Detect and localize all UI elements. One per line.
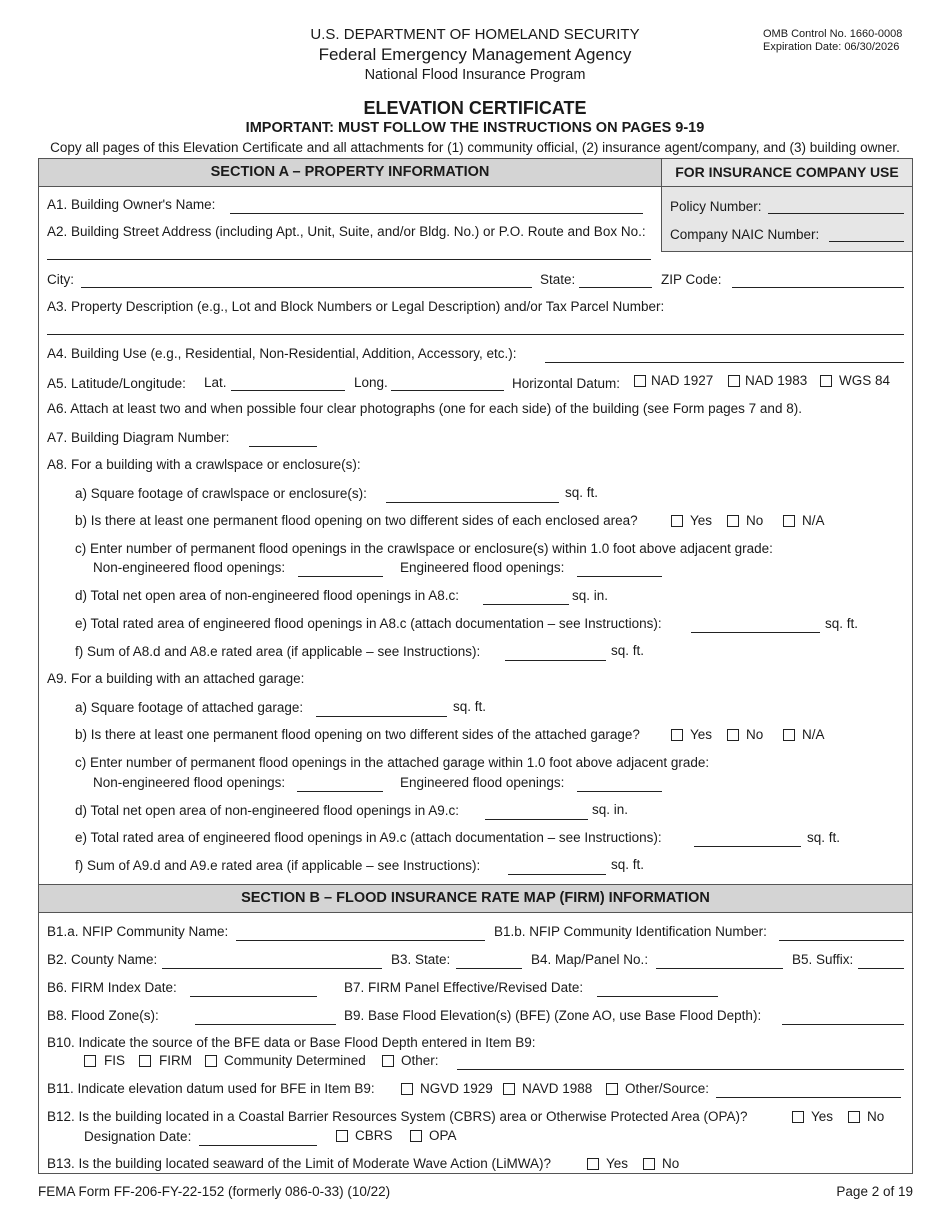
owner-name-field[interactable] [230, 213, 643, 214]
b13-label: B13. Is the building located seaward of the Limit of Moderate Wave Action (LiMWA)? [47, 1156, 551, 1171]
a8b-no-checkbox[interactable] [727, 515, 739, 527]
zip-field[interactable] [732, 287, 904, 288]
b3-label: B3. State: [391, 952, 451, 967]
expiration-date: Expiration Date: 06/30/2026 [763, 41, 900, 53]
flood-zone-field[interactable] [195, 1024, 336, 1025]
naic-number-label: Company NAIC Number: [670, 227, 820, 242]
suffix-field[interactable] [858, 968, 904, 969]
fis-checkbox[interactable] [84, 1055, 96, 1067]
b11-label: B11. Indicate elevation datum used for BFE in Item B9: [47, 1081, 375, 1096]
a9e-label: e) Total rated area of engineered flood openings in A9.c (attach documentation – see Instructions): [75, 830, 662, 845]
a9b-yes-checkbox[interactable] [671, 729, 683, 741]
a9b-no-label: No [746, 727, 764, 742]
naic-number-field[interactable] [829, 241, 904, 242]
a8b-no-label: No [746, 513, 764, 528]
community-determined-label: Community Determined [224, 1053, 366, 1068]
a9f-label: f) Sum of A9.d and A9.e rated area (if applicable – see Instructions): [75, 858, 481, 873]
latitude-field[interactable] [231, 390, 345, 391]
a8b-na-checkbox[interactable] [783, 515, 795, 527]
program-name: National Flood Insurance Program [364, 67, 586, 83]
a8c-non-engineered-label: Non-engineered flood openings: [93, 560, 286, 575]
a9b-na-label: N/A [802, 727, 825, 742]
b6-label: B6. FIRM Index Date: [47, 980, 177, 995]
b12-yes-checkbox[interactable] [792, 1111, 804, 1123]
a8b-label: b) Is there at least one permanent flood opening on two different sides of each enclosed area? [75, 513, 638, 528]
b1b-label: B1.b. NFIP Community Identification Number: [494, 924, 767, 939]
city-field[interactable] [81, 287, 532, 288]
a8e-label: e) Total rated area of engineered flood openings in A8.c (attach documentation – see Instructions): [75, 616, 662, 631]
other-source-field[interactable] [716, 1097, 901, 1098]
a9f-unit: sq. ft. [611, 857, 645, 872]
b4-label: B4. Map/Panel No.: [531, 952, 649, 967]
a9a-field[interactable] [316, 716, 447, 717]
page-number: Page 2 of 19 [836, 1184, 913, 1199]
county-name-field[interactable] [162, 968, 382, 969]
b10-label: B10. Indicate the source of the BFE data or Base Flood Depth entered in Item B9: [47, 1035, 536, 1050]
b7-label: B7. FIRM Panel Effective/Revised Date: [344, 980, 584, 995]
b12-no-label: No [867, 1109, 885, 1124]
nad1983-checkbox[interactable] [728, 375, 740, 387]
a9c-engineered-field[interactable] [577, 791, 662, 792]
diagram-number-field[interactable] [249, 446, 317, 447]
ngvd-checkbox[interactable] [401, 1083, 413, 1095]
a8c-engineered-field[interactable] [577, 576, 662, 577]
designation-date-field[interactable] [199, 1145, 317, 1146]
a1-label: A1. Building Owner's Name: [47, 197, 216, 212]
a9c-non-engineered-label: Non-engineered flood openings: [93, 775, 286, 790]
a9e-field[interactable] [694, 846, 801, 847]
a8c-label: c) Enter number of permanent flood openings in the crawlspace or enclosure(s) within 1.0 foot above adjacent grade: [75, 541, 773, 556]
nad1927-checkbox[interactable] [634, 375, 646, 387]
dept-name: U.S. DEPARTMENT OF HOMELAND SECURITY [310, 26, 640, 43]
a8b-yes-label: Yes [690, 513, 713, 528]
a8d-label: d) Total net open area of non-engineered flood openings in A8.c: [75, 588, 460, 603]
a4-label: A4. Building Use (e.g., Residential, Non-Residential, Addition, Accessory, etc.): [47, 346, 517, 361]
a8a-unit: sq. ft. [565, 485, 599, 500]
b12-no-checkbox[interactable] [848, 1111, 860, 1123]
b13-no-checkbox[interactable] [643, 1158, 655, 1170]
navd-label: NAVD 1988 [522, 1081, 593, 1096]
policy-number-field[interactable] [768, 213, 904, 214]
a9b-no-checkbox[interactable] [727, 729, 739, 741]
a9a-label: a) Square footage of attached garage: [75, 700, 304, 715]
opa-label: OPA [429, 1128, 457, 1143]
b12-yes-label: Yes [811, 1109, 834, 1124]
a8e-field[interactable] [691, 632, 820, 633]
firm-label: FIRM [159, 1053, 192, 1068]
a9c-engineered-label: Engineered flood openings: [400, 775, 565, 790]
city-label: City: [47, 272, 74, 287]
b5-label: B5. Suffix: [792, 952, 854, 967]
a8b-yes-checkbox[interactable] [671, 515, 683, 527]
a8d-field[interactable] [483, 604, 569, 605]
map-panel-field[interactable] [656, 968, 783, 969]
a7-label: A7. Building Diagram Number: [47, 430, 230, 445]
a8b-na-label: N/A [802, 513, 825, 528]
copy-note: Copy all pages of this Elevation Certificate and all attachments for (1) community official, (2) insurance agent/company, and (3) building owner. [50, 140, 900, 155]
fis-label: FIS [104, 1053, 126, 1068]
a9a-unit: sq. ft. [453, 699, 487, 714]
b3-state-field[interactable] [456, 968, 522, 969]
firm-panel-date-field[interactable] [597, 996, 718, 997]
cbrs-checkbox[interactable] [336, 1130, 348, 1142]
section-a-header: SECTION A – PROPERTY INFORMATION [39, 159, 661, 187]
a9-label: A9. For a building with an attached garage: [47, 671, 305, 686]
wgs84-label: WGS 84 [839, 373, 891, 388]
horizontal-datum-label: Horizontal Datum: [512, 376, 621, 391]
nad1927-label: NAD 1927 [651, 373, 714, 388]
navd-checkbox[interactable] [503, 1083, 515, 1095]
opa-checkbox[interactable] [410, 1130, 422, 1142]
a8f-label: f) Sum of A8.d and A8.e rated area (if applicable – see Instructions): [75, 644, 481, 659]
a8e-unit: sq. ft. [825, 616, 859, 631]
a8a-label: a) Square footage of crawlspace or enclosure(s): [75, 486, 367, 501]
a8f-unit: sq. ft. [611, 643, 645, 658]
long-label: Long. [354, 375, 388, 390]
agency-name: Federal Emergency Management Agency [318, 45, 632, 64]
b9-label: B9. Base Flood Elevation(s) (BFE) (Zone AO, use Base Flood Depth): [344, 1008, 762, 1023]
a9e-unit: sq. ft. [807, 830, 841, 845]
b8-label: B8. Flood Zone(s): [47, 1008, 159, 1023]
b12-label: B12. Is the building located in a Coastal Barrier Resources System (CBRS) area or Otherwise Protected Area (OPA)? [47, 1109, 748, 1124]
a9d-field[interactable] [485, 819, 588, 820]
a8f-field[interactable] [505, 660, 606, 661]
street-address-field[interactable] [47, 259, 651, 260]
a9f-field[interactable] [508, 874, 606, 875]
zip-label: ZIP Code: [661, 272, 722, 287]
omb-control: OMB Control No. 1660-0008 [763, 28, 903, 40]
bfe-field[interactable] [782, 1024, 904, 1025]
a9c-non-engineered-field[interactable] [297, 791, 383, 792]
form-title: ELEVATION CERTIFICATE [363, 98, 587, 118]
insurance-use-header: FOR INSURANCE COMPANY USE [662, 159, 912, 187]
ngvd-label: NGVD 1929 [420, 1081, 493, 1096]
a3-label: A3. Property Description (e.g., Lot and Block Numbers or Legal Description) and/or Tax Parcel Number: [47, 299, 665, 314]
wgs84-checkbox[interactable] [820, 375, 832, 387]
b13-yes-checkbox[interactable] [587, 1158, 599, 1170]
firm-index-date-field[interactable] [190, 996, 317, 997]
b2-label: B2. County Name: [47, 952, 158, 967]
a8c-non-engineered-field[interactable] [298, 576, 383, 577]
b13-no-label: No [662, 1156, 680, 1171]
a9b-yes-label: Yes [690, 727, 713, 742]
important-note: IMPORTANT: MUST FOLLOW THE INSTRUCTIONS ON PAGES 9-19 [245, 120, 705, 136]
a8c-engineered-label: Engineered flood openings: [400, 560, 565, 575]
firm-checkbox[interactable] [139, 1055, 151, 1067]
community-determined-checkbox[interactable] [205, 1055, 217, 1067]
designation-date-label: Designation Date: [84, 1129, 192, 1144]
state-label: State: [540, 272, 576, 287]
a2-label: A2. Building Street Address (including Apt., Unit, Suite, and/or Bldg. No.) or P.O. Route and Box No.: [47, 224, 646, 239]
property-description-field[interactable] [47, 334, 904, 335]
nad1983-label: NAD 1983 [745, 373, 808, 388]
a8-label: A8. For a building with a crawlspace or enclosure(s): [47, 457, 361, 472]
a8d-unit: sq. in. [572, 588, 609, 603]
other-source-label: Other/Source: [625, 1081, 710, 1096]
a6-label: A6. Attach at least two and when possible four clear photographs (one for each side) of the building (see Form pages 7 and 8). [47, 401, 802, 416]
cbrs-label: CBRS [355, 1128, 393, 1143]
policy-number-label: Policy Number: [670, 199, 762, 214]
a8a-field[interactable] [386, 502, 559, 503]
b10-other-label: Other: [401, 1053, 439, 1068]
state-field[interactable] [579, 287, 652, 288]
community-name-field[interactable] [236, 940, 485, 941]
a9b-label: b) Is there at least one permanent flood opening on two different sides of the attached garage? [75, 727, 640, 742]
b1a-label: B1.a. NFIP Community Name: [47, 924, 229, 939]
community-id-field[interactable] [779, 940, 904, 941]
longitude-field[interactable] [391, 390, 504, 391]
a9d-unit: sq. in. [592, 802, 629, 817]
a5-label: A5. Latitude/Longitude: [47, 376, 186, 391]
section-b-header: SECTION B – FLOOD INSURANCE RATE MAP (FIRM) INFORMATION [39, 884, 912, 913]
b10-other-field[interactable] [457, 1069, 904, 1070]
building-use-field[interactable] [545, 362, 904, 363]
lat-label: Lat. [204, 375, 227, 390]
form-number: FEMA Form FF-206-FY-22-152 (formerly 086-0-33) (10/22) [38, 1184, 391, 1199]
b10-other-checkbox[interactable] [382, 1055, 394, 1067]
b13-yes-label: Yes [606, 1156, 629, 1171]
other-source-checkbox[interactable] [606, 1083, 618, 1095]
a9d-label: d) Total net open area of non-engineered flood openings in A9.c: [75, 803, 460, 818]
a9c-label: c) Enter number of permanent flood openings in the attached garage within 1.0 foot above adjacent grade: [75, 755, 710, 770]
a9b-na-checkbox[interactable] [783, 729, 795, 741]
